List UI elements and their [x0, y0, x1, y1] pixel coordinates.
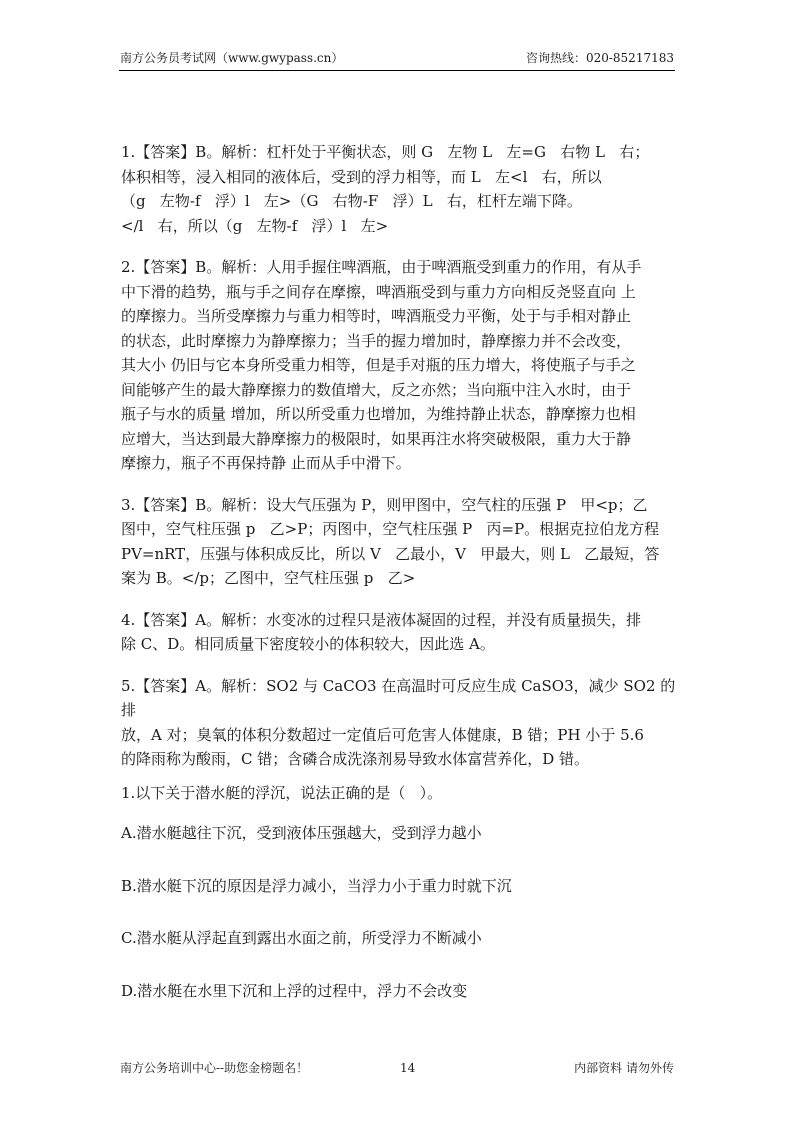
option-a: A.潜水艇越往下沉，受到液体压强越大，受到浮力越小 — [121, 824, 482, 842]
header-divider — [119, 70, 675, 71]
option-c: C.潜水艇从浮起直到露出水面之前，所受浮力不断减小 — [121, 929, 482, 947]
page-number: 14 — [400, 1061, 416, 1075]
answer-2-explanation: 2.【答案】B。解析：人用手握住啤酒瓶，由于啤酒瓶受到重力的作用，有从手 中下滑的趋势，瓶与手之间存在摩擦，啤酒瓶受到与重力方向相反尧竖直向 上 的摩擦力。当所受摩擦力与重力相等时，啤酒瓶受力平衡，处于与手相对静止 的状态，此时摩擦力为静摩擦力；当手的握力增加时，静摩擦力并不会改变， 其大小 仍旧与它本身所受重力相等，但是手对瓶的压力增大，将使瓶子与手之 间能够产生的最大静摩擦力的数值增大，反之亦然；当向瓶中注入水时，由于 瓶子与水的质量 增加，所以所受重力也增加，为维持静止状态，静摩擦力也相 应增大，当达到最大静摩擦力的极限时，如果再注水将突破极限，重力大于静 摩擦力，瓶子不再保持静 止而从手中滑下。 — [121, 258, 642, 472]
footer-notice: 内部资料 请勿外传 — [574, 1061, 674, 1075]
header-site-name: 南方公务员考试网（www.gwypass.cn） — [120, 51, 344, 65]
answer-1-explanation: 1.【答案】B。解析：杠杆处于平衡状态，则 G 左物 L 左=G 右物 L 右； 体积相等，浸入相同的液体后，受到的浮力相等，而 L 左<l 右，所以 （g 左物-f 浮）l 左>（G 右物-F 浮）L 右，杠杆左端下降。 </l 右，所以（g 左物-f 浮）l 左> — [121, 143, 650, 235]
answer-5-explanation: 5.【答案】A。解析：SO2 与 CaCO3 在高温时可反应生成 CaSO3，减少 SO2 的排 放，A 对；臭氧的体积分数超过一定值后可危害人体健康，B 错；PH 小于 5.6 的降雨称为酸雨，C 错；含磷合成洗涤剂易导致水体富营养化，D 错。 — [121, 676, 676, 768]
page-body — [121, 140, 676, 1031]
footer-slogan: 南方公务培训中心--助您金榜题名！ — [120, 1061, 309, 1075]
option-b: B.潜水艇下沉的原因是浮力减小，当浮力小于重力时就下沉 — [121, 876, 512, 895]
option-d: D.潜水艇在水里下沉和上浮的过程中，浮力不会改变 — [121, 981, 468, 1000]
answer-3-explanation: 3.【答案】B。解析：设大气压强为 P，则甲图中，空气柱的压强 P 甲<p；乙 图中，空气柱压强 p 乙>P；丙图中，空气柱压强 P 丙=P。根据克拉伯龙方程 PV=nRT，压强与体积成反比，所以 V 乙最小，V 甲最大，则 L 乙最短，答 案为 B。</p；乙图中，空气柱压强 p 乙> — [121, 495, 660, 587]
question-stem: 1.以下关于潜水艇的浮沉，说法正确的是（ ）。 — [121, 783, 443, 802]
page-header — [120, 50, 674, 66]
header-hotline: 咨询热线：020-85217183 — [525, 51, 674, 65]
answer-4-explanation: 4.【答案】A。解析：水变冰的过程只是液体凝固的过程，并没有质量损失，排 除 C、D。相同质量下密度较小的体积较大，因此选 A。 — [121, 610, 642, 653]
